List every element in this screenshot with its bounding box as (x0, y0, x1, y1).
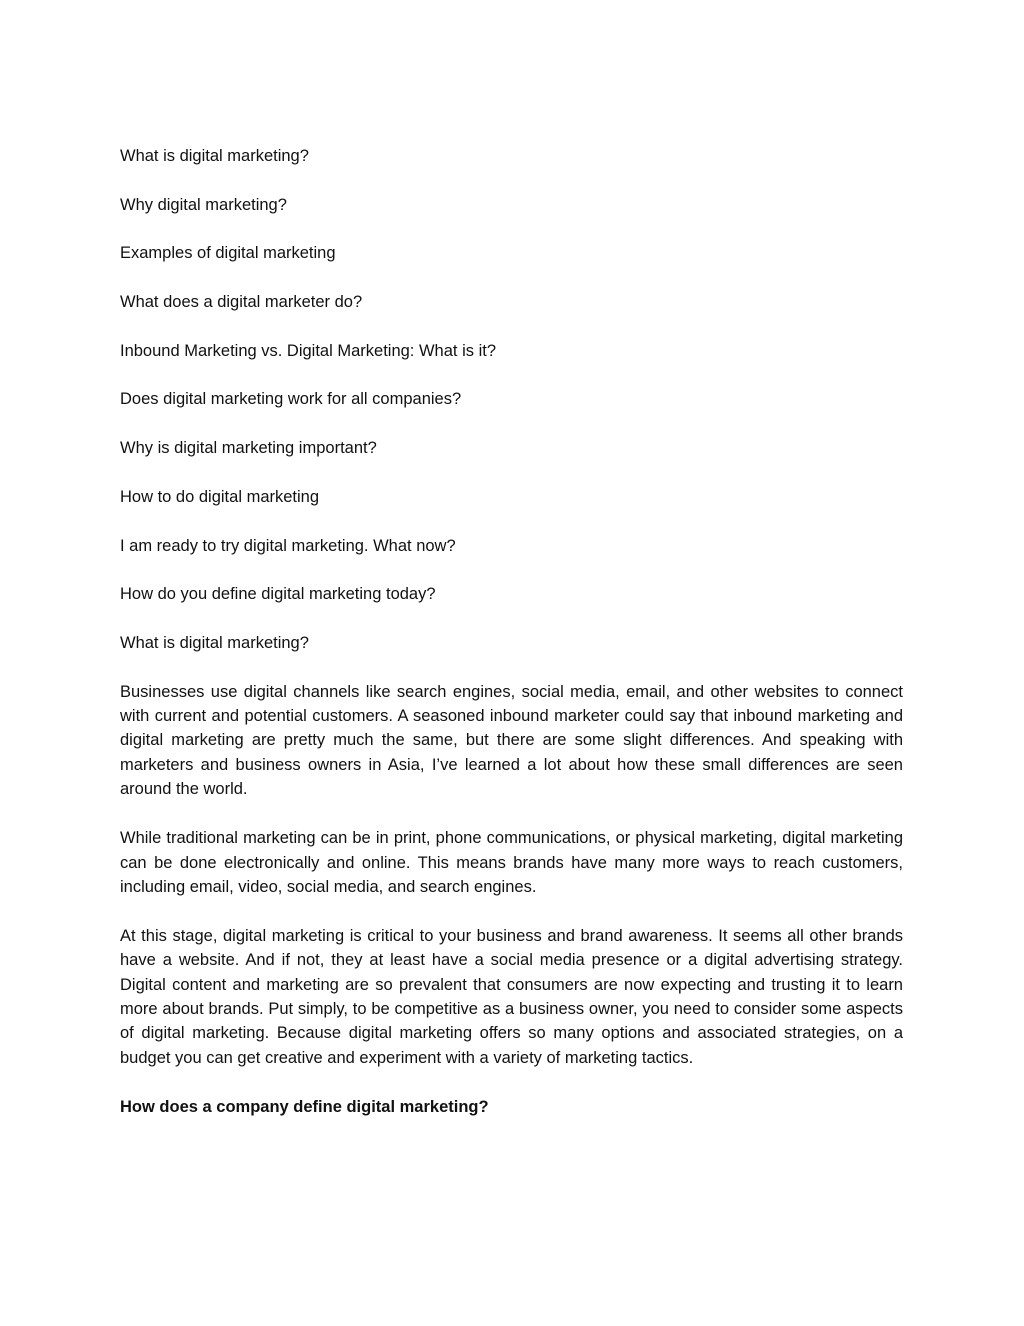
toc-item: What does a digital marketer do? (120, 293, 363, 312)
toc-item: What is digital marketing? (120, 147, 309, 165)
document-page (120, 144, 903, 1119)
section-title: What is digital marketing? (120, 633, 309, 652)
toc-item: Examples of digital marketing (120, 244, 336, 263)
toc-item: Why is digital marketing important? (120, 439, 377, 458)
toc-item: I am ready to try digital marketing. What now? (120, 536, 456, 555)
toc-item: Why digital marketing? (120, 195, 287, 214)
body-paragraph: At this stage, digital marketing is critical to your business and brand awareness. It seems all other brands have a website. And if not, they at least have a social media presence or a digital advertising strategy. Digital content and marketing are so prevalent that consumers are now expecting and trusting it to learn more about brands. Put simply, to be competitive as a business owner, you need to consider some aspects of digital marketing. Because digital marketing offers so many options and associated strategies, on a budget you can get creative and experiment with a variety of marketing tactics. (120, 926, 903, 1067)
body-paragraph: Businesses use digital channels like search engines, social media, email, and other websites to connect with current and potential customers. A seasoned inbound marketer could say that inbound marketing and digital marketing are pretty much the same, but there are some slight differences. And speaking with marketers and business owners in Asia, I’ve learned a lot about how these small differences are seen around the world. (120, 682, 903, 799)
toc-item: How to do digital marketing (120, 487, 320, 506)
section-heading: How does a company define digital marketing? (120, 1097, 489, 1116)
toc-item: How do you define digital marketing today? (120, 585, 436, 604)
section-what-is-digital-marketing (120, 631, 903, 1070)
body-paragraph: While traditional marketing can be in print, phone communications, or physical marketing, digital marketing can be done electronically and online. This means brands have many more ways to reach customers, including email, video, social media, and search engines. (120, 829, 903, 896)
toc-item: Inbound Marketing vs. Digital Marketing: What is it? (120, 341, 496, 360)
toc-item: Does digital marketing work for all companies? (120, 390, 462, 409)
table-of-contents (120, 144, 903, 606)
